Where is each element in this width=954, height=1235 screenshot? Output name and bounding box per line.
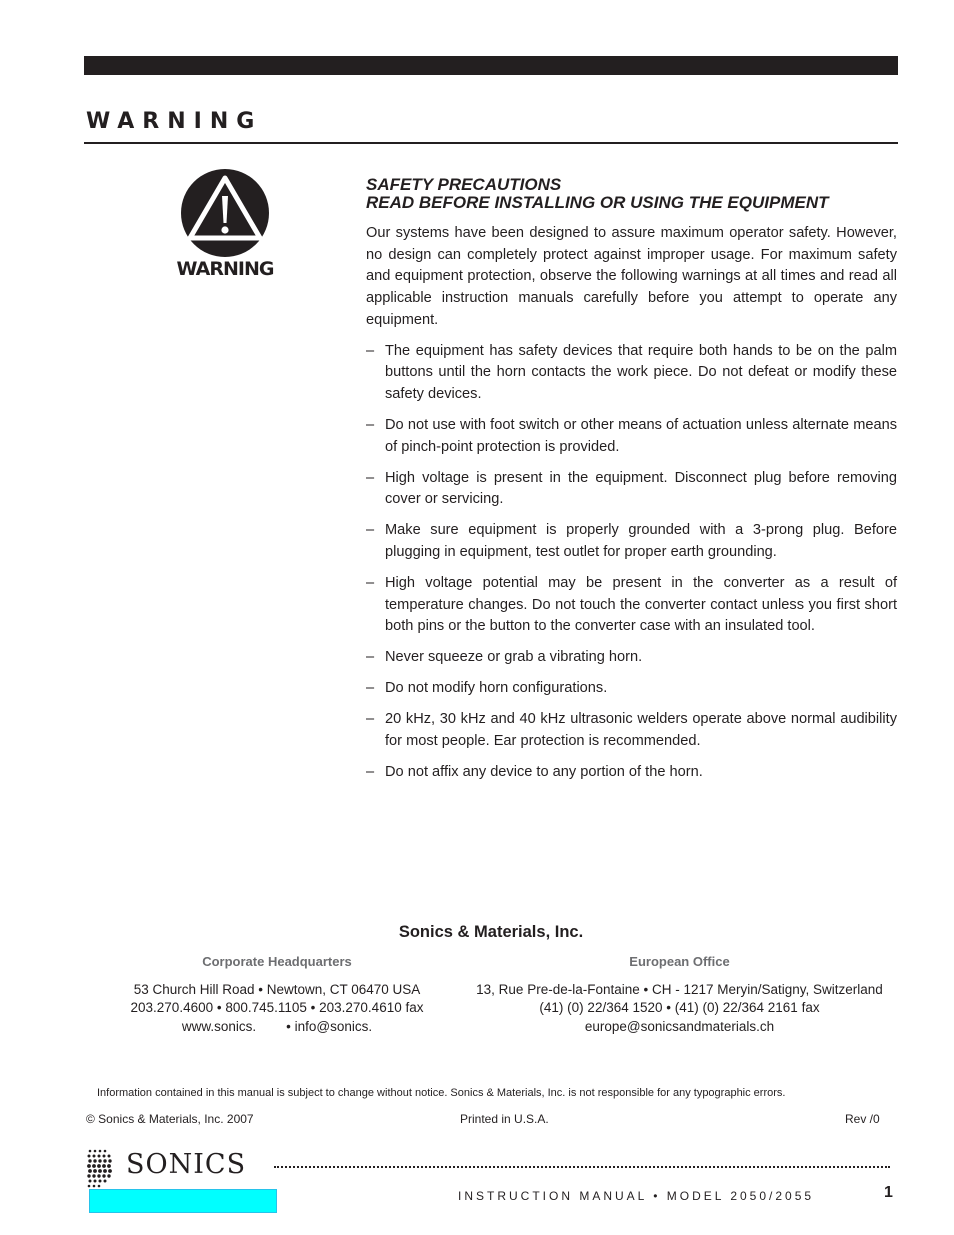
list-bullet: –: [366, 575, 375, 592]
warning-item-text: High voltage potential may be present in the converter as a result of temperature changes. Do not touch the converter contact unless you first short both pins or the button to the converter case with an insulated tool.: [385, 575, 897, 635]
revision: Rev /0: [845, 1112, 880, 1126]
list-bullet: –: [366, 711, 375, 728]
highlight-box: [89, 1189, 277, 1213]
warning-item-text: High voltage is present in the equipment. Disconnect plug before removing cover or servicing.: [385, 469, 897, 508]
europe-office-title: European Office: [629, 954, 730, 969]
list-bullet: –: [366, 649, 375, 666]
warning-item-text: Make sure equipment is properly grounded with a 3-prong plug. Before plugging in equipment, test outlet for proper earth grounding.: [385, 522, 897, 561]
sonics-logo-mark-icon: [86, 1148, 116, 1190]
warning-item: [366, 647, 897, 669]
website-link[interactable]: www.sonics.: [181, 1018, 257, 1034]
printed-in: Printed in U.S.A.: [460, 1112, 549, 1126]
manual-model-label: INSTRUCTION MANUAL • MODEL 2050/2055: [458, 1189, 815, 1203]
warning-item: [366, 341, 897, 406]
warning-item-text: The equipment has safety devices that require both hands to be on the palm buttons until the horn contacts the work piece. Do not defeat or modify these safety devices.: [385, 342, 897, 402]
page-number: 1: [884, 1184, 893, 1201]
headquarters-address: 53 Church Hill Road • Newtown, CT 06470 USA: [133, 981, 421, 997]
disclaimer: Information contained in this manual is subject to change without notice. Sonics & Materials, Inc. is not responsible for any typographic errors.: [97, 1087, 786, 1099]
list-bullet: –: [366, 342, 375, 359]
header-bar: [84, 56, 898, 75]
europe-office-block: [452, 953, 907, 1036]
headquarters-block: [98, 953, 456, 1036]
safety-title-line-2: READ BEFORE INSTALLING OR USING THE EQUIPMENT: [366, 193, 829, 212]
warning-item-text: Never squeeze or grab a vibrating horn.: [385, 649, 643, 666]
safety-title: [366, 176, 897, 212]
headquarters-phones: 203.270.4600 • 800.745.1105 • 203.270.4610 fax: [130, 1000, 424, 1015]
copyright: © Sonics & Materials, Inc. 2007: [86, 1112, 254, 1126]
email-link[interactable]: • info@sonics.: [286, 1018, 373, 1034]
europe-email-link[interactable]: europe@sonicsandmaterials.ch: [584, 1018, 775, 1034]
safety-intro: Our systems have been designed to assure maximum operator safety. However, no design can completely protect against improper usage. For maximum safety and equipment protection, observe the following warnings at all times and read all applicable instruction manuals carefully before you attempt to operate any equipment.: [366, 225, 897, 328]
dotted-leader: [274, 1166, 890, 1168]
list-bullet: –: [366, 469, 375, 486]
warning-sign-label: WARNING: [176, 258, 274, 280]
europe-office-phones: (41) (0) 22/364 1520 • (41) (0) 22/364 2161 fax: [539, 1000, 820, 1015]
warning-item: [366, 415, 897, 458]
safety-section: [366, 176, 897, 793]
warning-sign: [170, 168, 280, 283]
warning-item: [366, 520, 897, 563]
warning-list: [366, 341, 897, 784]
company-name: Sonics & Materials, Inc.: [398, 923, 584, 941]
europe-office-address: 13, Rue Pre-de-la-Fontaine • CH - 1217 Meryin/Satigny, Switzerland: [476, 981, 883, 997]
heading-rule: [84, 142, 898, 144]
warning-item-text: Do not use with foot switch or other means of actuation unless alternate means of pinch-point protection is provided.: [385, 416, 897, 455]
page-title: WARNING: [86, 109, 263, 134]
warning-item: [366, 762, 897, 784]
warning-item: [366, 678, 897, 700]
list-bullet: –: [366, 522, 375, 539]
safety-title-line-1: SAFETY PRECAUTIONS: [366, 175, 562, 194]
headquarters-title: Corporate Headquarters: [202, 954, 352, 969]
brand-logo-text: SONICS: [126, 1149, 247, 1180]
warning-item: [366, 709, 897, 752]
warning-item-text: Do not modify horn configurations.: [385, 680, 608, 697]
list-bullet: –: [366, 764, 375, 781]
list-bullet: –: [366, 680, 375, 697]
warning-item: [366, 573, 897, 638]
list-bullet: –: [366, 416, 375, 433]
warning-triangle-icon: [180, 168, 270, 258]
headquarters-web-line: [98, 1018, 456, 1037]
warning-item-text: 20 kHz, 30 kHz and 40 kHz ultrasonic welders operate above normal audibility for most people. Ear protection is recommended.: [385, 711, 897, 750]
warning-item-text: Do not affix any device to any portion of the horn.: [385, 764, 703, 781]
warning-item: [366, 468, 897, 511]
